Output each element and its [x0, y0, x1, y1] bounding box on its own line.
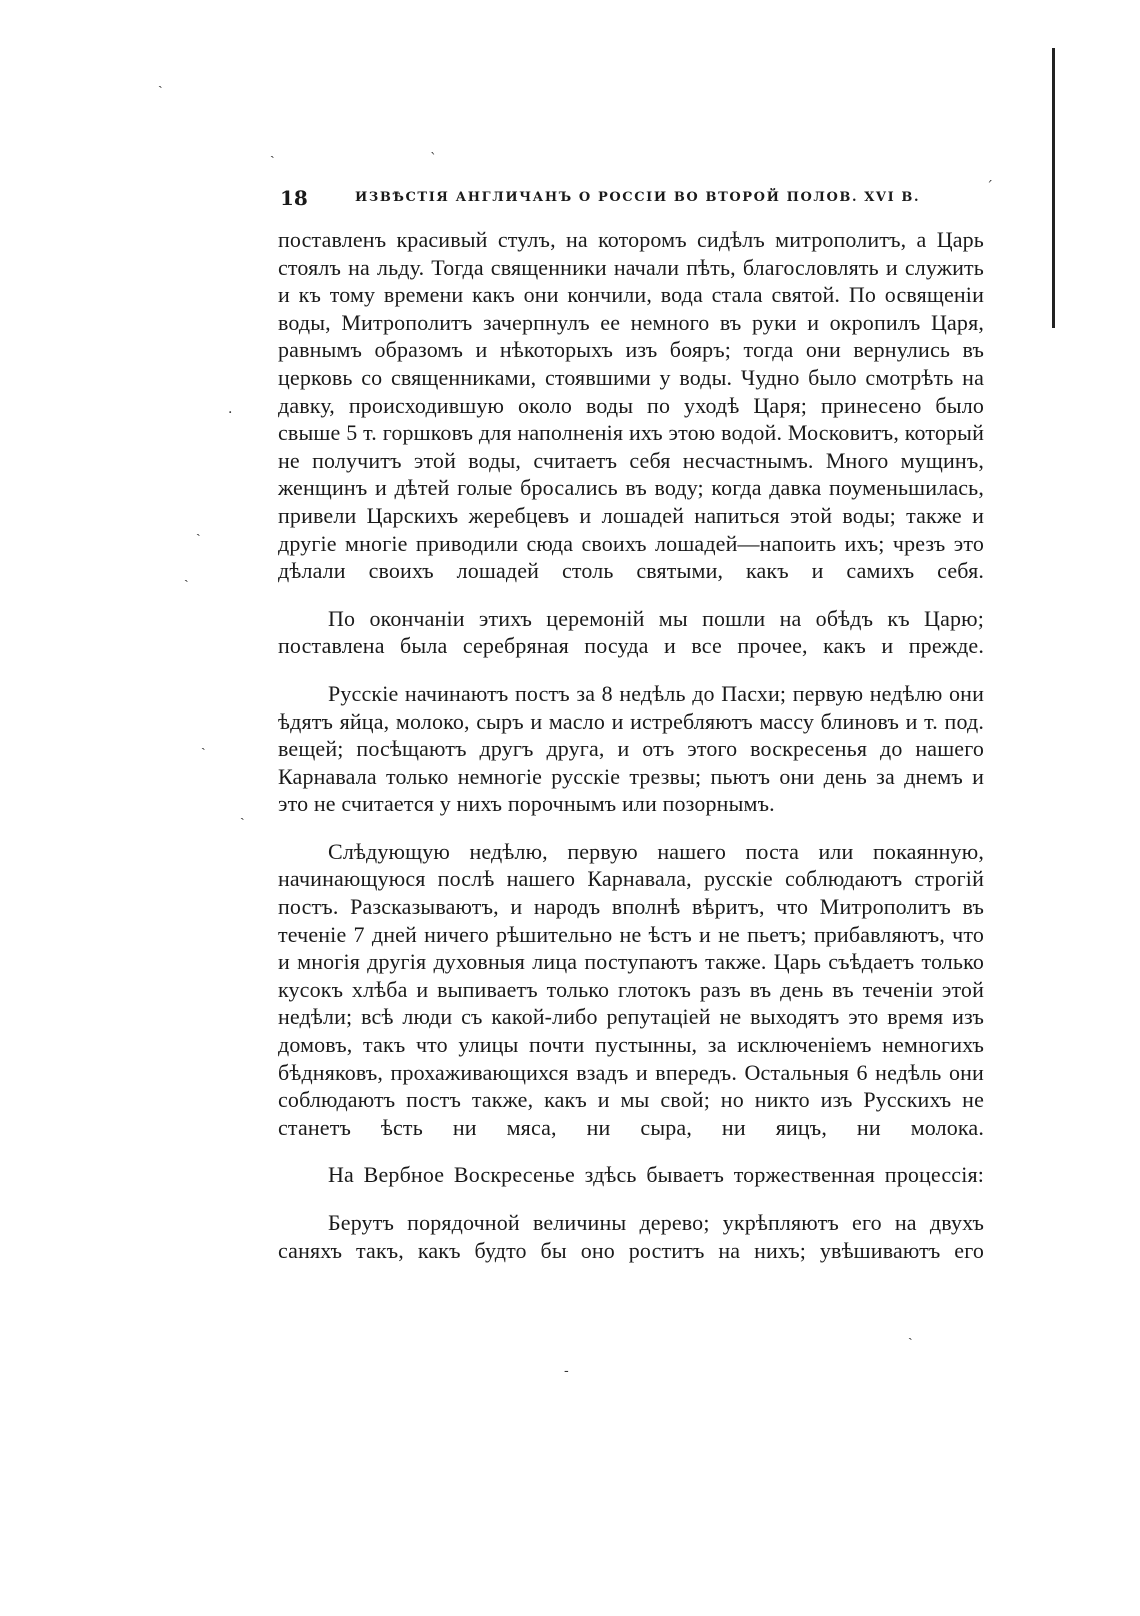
scan-speck: ˋ — [430, 151, 437, 167]
page-number: 18 — [280, 186, 308, 210]
paragraph-4: Слѣдующую недѣлю, первую нашего поста или покаянную, начинающуюся послѣ нашего Карнавала, русскіе соблюдаютъ строгій постъ. Разсказываютъ, и народъ вполнѣ вѣритъ, что Митрополитъ въ теченіе 7 дней ничего рѣшительно не ѣстъ и не пьетъ; прибавляютъ, что и многія другія духовныя лица поступаютъ также. Царь съѣдаетъ только кусокъ хлѣба и выпиваетъ только глотокъ разъ въ день въ теченіи этой недѣли; всѣ люди съ какой-либо репутаціей не выходятъ это время изъ домовъ, такъ что улицы почти пустынны, за исключеніемъ немногихъ бѣдняковъ, прохаживающихся взадъ и впередъ. Остальныя 6 недѣль они соблюдаютъ постъ также, какъ и мы свой; но никто изъ Русскихъ не станетъ ѣсть ни мяса, ни сыра, ни яицъ, ни молока. — [278, 838, 984, 1140]
paragraph-2: По окончаніи этихъ церемоній мы пошли на обѣдъ къ Царю; поставлена была серебряная посуда и все прочее, какъ и прежде. — [278, 605, 984, 659]
binding-edge-line — [1052, 48, 1055, 328]
body-text — [278, 226, 984, 1284]
page-header — [280, 186, 980, 216]
scan-speck: ˎ — [270, 143, 275, 159]
scan-speck: ˎ — [184, 567, 189, 583]
paragraph-3: Русскіе начинаютъ постъ за 8 недѣль до Пасхи; первую недѣлю они ѣдятъ яйца, молоко, сыръ и масло и истребляютъ массу блиновъ и т. под. вещей; посѣщаютъ другъ друга, и отъ этого воскресенья до нашего Карнавала только немногіе русскіе трезвы; пьютъ они день за днемъ и это не считается у нихъ порочнымъ или позорнымъ. — [278, 680, 984, 817]
scan-speck: ˏ — [158, 73, 163, 89]
running-head: ИЗВѢСТІЯ АНГЛИЧАНЪ О РОССІИ ВО ВТОРОЙ ПОЛОВ. XVI В. — [355, 190, 921, 205]
scan-speck: ˊ — [986, 179, 993, 195]
scan-speck: ˏ — [240, 805, 245, 821]
paragraph-1: поставленъ красивый стулъ, на которомъ сидѣлъ митрополитъ, а Царь стоялъ на льду. Тогда священники начали пѣть, благословлять и служить и къ тому времени какъ они кончили, вода стала святой. По освященіи воды, Митрополитъ зачерпнулъ ее немного въ руки и окропилъ Царя, равнымъ образомъ и нѣкоторыхъ изъ бояръ; тогда они вернулись въ церковь со священниками, стоявшими у воды. Чудно было смотрѣть на давку, происходившую около воды по уходѣ Царя; принесено было свыше 5 т. горшковъ для наполненія ихъ этою водой. Московитъ, который не получитъ этой воды, считаетъ себя несчастнымъ. Много мущинъ, женщинъ и дѣтей голые бросались въ воду; когда давка поуменьшилась, привели Царскихъ жеребцевъ и лошадей напиться этой воды; также и другіе многіе приводили сюда своихъ лошадей—напоить ихъ; чрезъ это дѣлали своихъ лошадей столь святыми, какъ и самихъ себя. — [278, 227, 984, 584]
scan-speck: ˎ — [908, 1325, 913, 1341]
scan-speck: ˎ — [201, 735, 206, 751]
paragraph-6: Берутъ порядочной величины дерево; укрѣпляютъ его на двухъ саняхъ такъ, какъ будто бы оно роститъ на нихъ; увѣшиваютъ его — [278, 1210, 984, 1263]
scan-speck: · — [228, 405, 233, 421]
scan-speck: - — [564, 1363, 569, 1379]
paragraph-5: На Вербное Воскресенье здѣсь бываетъ торжественная процессія: — [328, 1162, 984, 1188]
scan-speck: ˏ — [196, 521, 201, 537]
